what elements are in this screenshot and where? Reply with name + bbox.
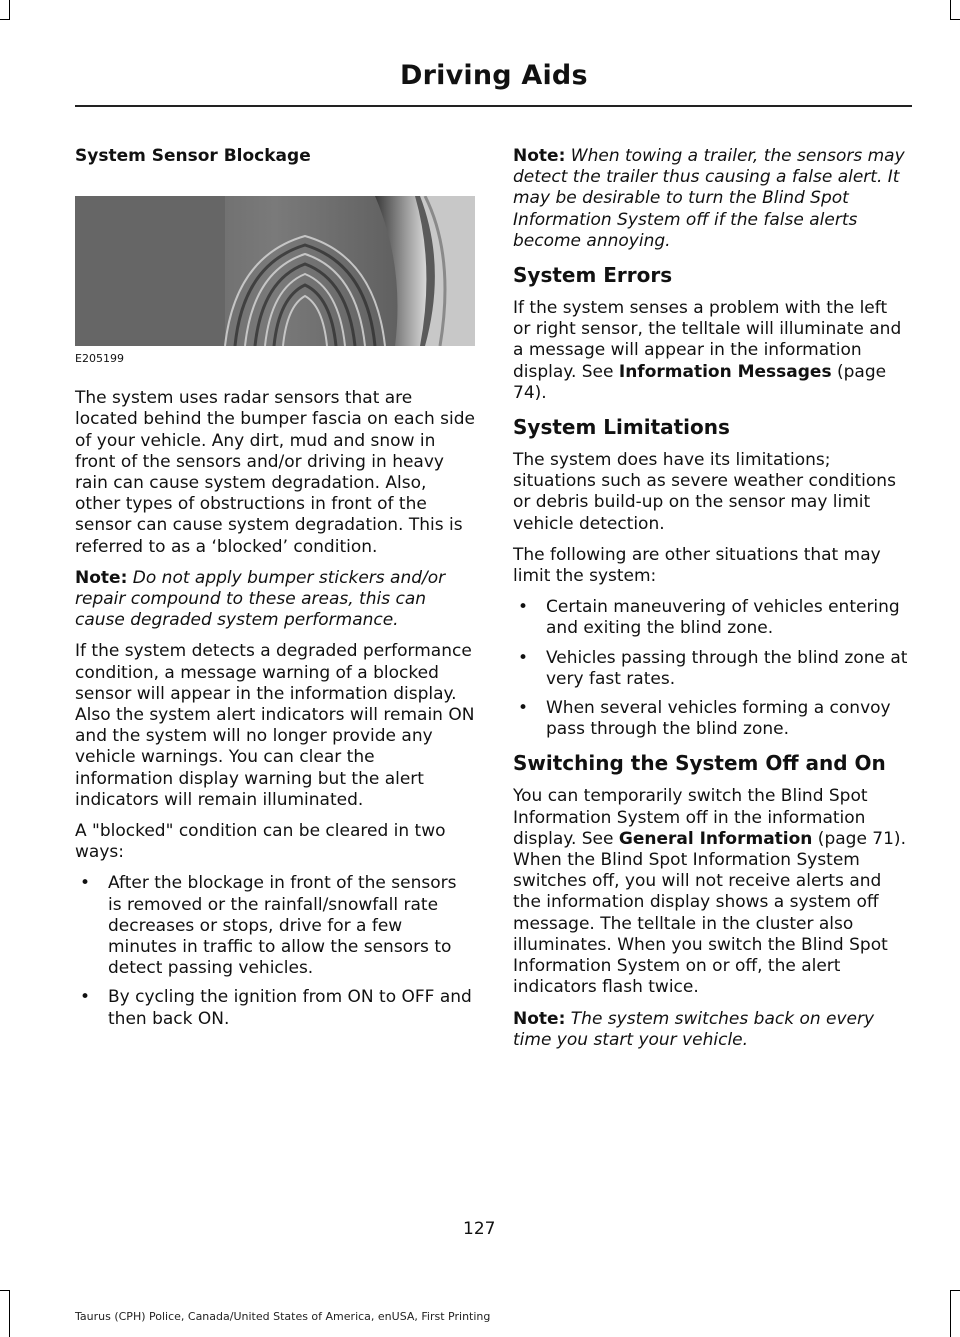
list-item: • When several vehicles forming a convoy pass through the blind zone. <box>513 698 908 740</box>
list-item: • Vehicles passing through the blind zone at very fast rates. <box>513 648 908 690</box>
header-rule <box>75 105 912 107</box>
bullet-list <box>75 873 475 1029</box>
note-text: The system switches back on every time you start your vehicle. <box>513 1008 875 1050</box>
paragraph-text: You can temporarily switch the Blind Spot Information System off in the information display. See <box>513 786 868 849</box>
paragraph-text: If the system senses a problem with the left or right sensor, the telltale will illuminate and a message will appear in the information display. See <box>513 298 902 382</box>
page-number: 127 <box>463 1219 496 1239</box>
paragraph <box>513 786 908 998</box>
note-label: Note: <box>513 1008 566 1029</box>
sensor-figure <box>75 196 475 346</box>
crop-mark <box>950 19 960 20</box>
note-text: When towing a trailer, the sensors may detect the trailer thus causing a false alert. It may be desirable to turn the Blind Spot Information System off if the false alerts become annoying. <box>513 146 905 251</box>
paragraph: If the system detects a degraded performance condition, a message warning of a blocked sensor will appear in the information display. Also the system alert indicators will remain ON and the system will no longer provide any vehicle warnings. You can clear the information display warning but the alert indicators will remain illuminated. <box>75 641 475 810</box>
list-item: • By cycling the ignition from ON to OFF and then back ON. <box>75 987 475 1029</box>
crop-mark <box>0 19 10 20</box>
cross-reference-link[interactable]: General Information <box>618 828 813 849</box>
section-heading: System Limitations <box>513 415 730 440</box>
paragraph: The system does have its limitations; situations such as severe weather conditions or debris build-up on the sensor may limit vehicle detection. <box>513 450 896 534</box>
left-column <box>75 146 475 1040</box>
section-heading: Switching the System Off and On <box>513 751 886 776</box>
section-heading: System Errors <box>513 263 673 288</box>
list-item: • Certain maneuvering of vehicles entering and exiting the blind zone. <box>513 597 908 639</box>
figure-code: E205199 <box>75 352 124 366</box>
right-column <box>513 146 908 1061</box>
note-text: Do not apply bumper stickers and/or repair compound to these areas, this can cause degraded system performance. <box>75 567 446 631</box>
cross-reference-link[interactable]: Information Messages <box>618 361 832 382</box>
page-reference: (page 74). <box>513 361 887 403</box>
note <box>513 146 908 252</box>
paragraph-text: (page 71). When the Blind Spot Information System switches off, you will not receive alerts and the information display shows a system off message. The telltale in the cluster also illuminates. When you switch the Blind Spot Information System on or off, the alert indicators flash twice. <box>513 828 906 998</box>
crop-mark <box>0 1290 10 1291</box>
crop-mark <box>9 1290 10 1337</box>
bumper-sensor-illustration <box>75 196 475 346</box>
list-item: • After the blockage in front of the sensors is removed or the rainfall/snowfall rate decreases or stops, drive for a few minutes in traffic to allow the sensors to detect passing vehicles. <box>75 873 475 979</box>
paragraph: The system uses radar sensors that are located behind the bumper fascia on each side of your vehicle. Any dirt, mud and snow in front of the sensors and/or driving in heavy rain can cause system degradation. Also, other types of obstructions in front of the sensor can cause system degradation. This is referred to as a ‘blocked’ condition. <box>75 388 475 557</box>
crop-mark <box>950 0 951 20</box>
crop-mark <box>9 0 10 20</box>
paragraph: The following are other situations that may limit the system: <box>513 544 881 587</box>
page-title: Driving Aids <box>400 60 588 91</box>
note-label: Note: <box>75 567 128 588</box>
paragraph: A "blocked" condition can be cleared in two ways: <box>75 821 446 863</box>
section-subhead: System Sensor Blockage <box>75 146 311 166</box>
note <box>513 1009 908 1051</box>
note-label: Note: <box>513 146 566 166</box>
paragraph <box>513 298 908 404</box>
crop-mark <box>950 1290 960 1291</box>
footer-text: Taurus (CPH) Police, Canada/United States of America, enUSA, First Printing <box>75 1310 491 1323</box>
bullet-list <box>513 597 908 740</box>
crop-mark <box>950 1290 951 1337</box>
note <box>75 568 475 632</box>
